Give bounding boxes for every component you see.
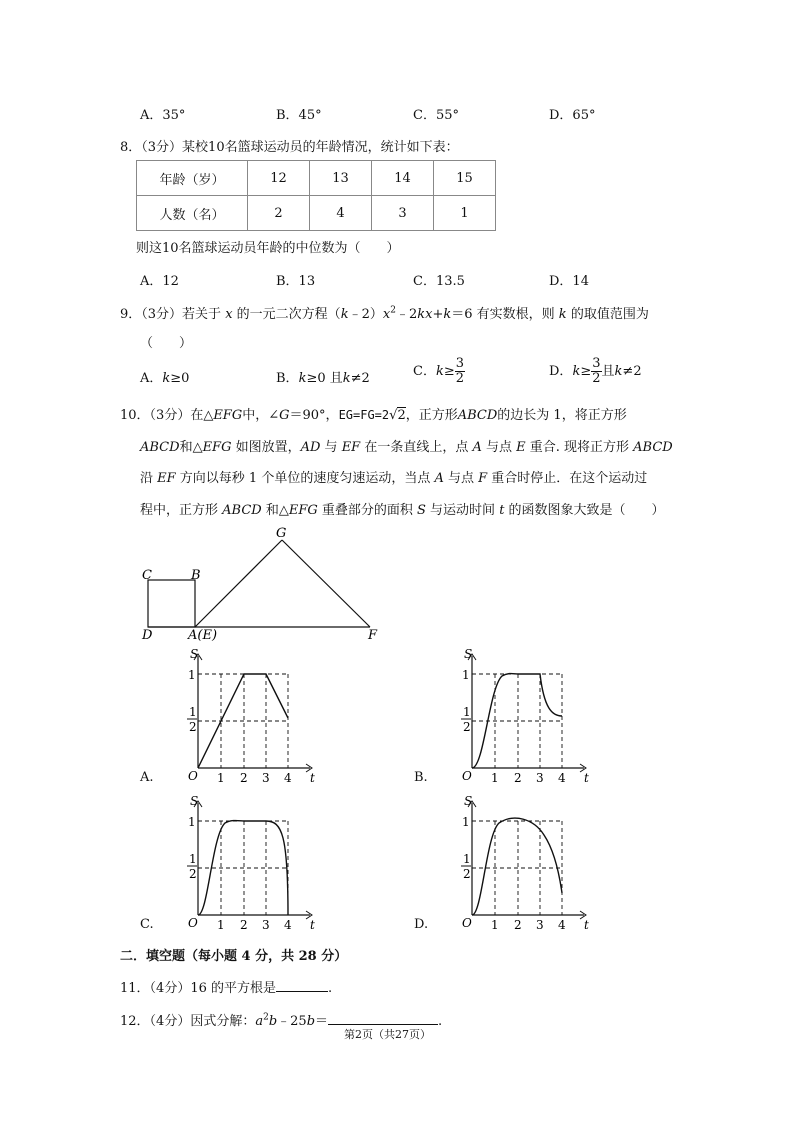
s-tick-half-den: 2 xyxy=(463,867,471,881)
s-tick-half-num: 1 xyxy=(463,705,471,719)
q8-stem: 8．（3分）某校10名篮球运动员的年龄情况，统计如下表： xyxy=(120,140,459,155)
q8-option-a: A．12 xyxy=(140,274,179,289)
table-cell: 4 xyxy=(310,196,372,231)
square-abcd xyxy=(148,580,195,627)
t-tick-4: 4 xyxy=(284,771,292,785)
t-tick-4: 4 xyxy=(284,918,292,932)
t-tick-1: 1 xyxy=(217,771,225,785)
q10-line1: 10．（3分）在△EFG中，∠G＝90°，EG=FG=2√2，正方形ABCD的边长为 1，将正方形 xyxy=(120,408,627,423)
s-axis-label: S xyxy=(464,648,473,661)
t-tick-2: 2 xyxy=(240,771,248,785)
t-tick-3: 3 xyxy=(262,918,270,932)
graph-option-label: B. xyxy=(414,770,428,785)
q9-option-b: B．k≥0 且k≠2 xyxy=(276,371,370,386)
q8-option-d: D．14 xyxy=(549,274,589,289)
page-footer: 第2页（共27页） xyxy=(344,1028,431,1041)
q7-option-c: C．55° xyxy=(413,108,459,123)
label-c: C xyxy=(142,568,152,583)
q9-option-c: C．k≥ $\frac{3}{2}$ xyxy=(413,356,465,386)
origin-label: O xyxy=(462,916,472,930)
s-tick-half-den: 2 xyxy=(189,720,197,734)
q10-line4: 程中，正方形 ABCD 和△EFG 重叠部分的面积 S 与运动时间 t 的函数图象大致是（ ） xyxy=(140,503,665,518)
t-tick-3: 3 xyxy=(536,771,544,785)
t-tick-1: 1 xyxy=(491,771,499,785)
function-graph xyxy=(160,795,320,935)
section-2-title: 二．填空题（每小题 4 分，共 28 分） xyxy=(120,949,348,964)
graph-curve xyxy=(472,818,562,915)
table-row xyxy=(137,196,496,231)
q7-option-a: A．35° xyxy=(140,108,186,123)
s-axis-label: S xyxy=(190,795,199,808)
q10-line3: 沿 EF 方向以每秒 1 个单位的速度匀速运动，当点 A 与点 F 重合时停止．在这个运动过 xyxy=(140,471,648,486)
t-tick-2: 2 xyxy=(514,918,522,932)
t-tick-1: 1 xyxy=(217,918,225,932)
s-tick-half-den: 2 xyxy=(189,867,197,881)
table-row xyxy=(137,161,496,196)
line-eg xyxy=(195,540,282,627)
label-f: F xyxy=(368,628,378,643)
q9-option-a: A．k≥0 xyxy=(140,371,190,386)
s-tick-half-num: 1 xyxy=(463,852,471,866)
q9-paren: （ ） xyxy=(140,336,193,351)
q8-followup: 则这10名篮球运动员年龄的中位数为（ ） xyxy=(136,241,400,256)
graph-option-label: C. xyxy=(140,917,154,932)
t-tick-4: 4 xyxy=(558,771,566,785)
table-cell: 14 xyxy=(372,161,434,196)
table-cell: 3 xyxy=(372,196,434,231)
origin-label: O xyxy=(462,769,472,783)
s-tick-1: 1 xyxy=(462,668,470,682)
s-tick-1: 1 xyxy=(462,815,470,829)
square-triangle-figure xyxy=(130,522,400,646)
age-table xyxy=(136,160,496,231)
function-graph xyxy=(434,648,594,788)
s-tick-half-num: 1 xyxy=(189,852,197,866)
label-g: G xyxy=(276,526,287,541)
t-tick-1: 1 xyxy=(491,918,499,932)
table-cell: 15 xyxy=(434,161,496,196)
t-axis-label: t xyxy=(584,918,589,932)
table-cell: 2 xyxy=(248,196,310,231)
q11: 11．（4分）16 的平方根是 . xyxy=(120,981,333,996)
t-tick-3: 3 xyxy=(536,918,544,932)
q7-option-b: B．45° xyxy=(276,108,322,123)
t-tick-2: 2 xyxy=(514,771,522,785)
table-cell: 人数（名） xyxy=(137,196,248,231)
s-tick-half-num: 1 xyxy=(189,705,197,719)
t-tick-3: 3 xyxy=(262,771,270,785)
t-axis-label: t xyxy=(584,771,589,785)
t-axis-label: t xyxy=(310,771,315,785)
s-tick-half-den: 2 xyxy=(463,720,471,734)
q9-option-d: D．k≥ $\frac{3}{2}$ 且k≠2 xyxy=(549,356,642,386)
graph-option-label: D. xyxy=(414,917,429,932)
q9-stem: 9．（3分）若关于 x 的一元二次方程$(k﹣2)x^2﹣2kx+k=6$ 有实数根，则 k 的取值范围为 xyxy=(120,305,649,322)
origin-label: O xyxy=(188,916,198,930)
function-graph xyxy=(160,648,320,788)
q12: 12．（4分）因式分解：$a^2b﹣25b=$ . xyxy=(120,1012,443,1029)
q8-option-b: B．13 xyxy=(276,274,316,289)
label-ae: A(E) xyxy=(188,628,218,643)
graph-option-label: A. xyxy=(140,770,154,785)
t-tick-4: 4 xyxy=(558,918,566,932)
table-cell: 12 xyxy=(248,161,310,196)
table-cell: 13 xyxy=(310,161,372,196)
line-gf xyxy=(282,540,370,627)
s-axis-label: S xyxy=(464,795,473,808)
s-axis-label: S xyxy=(190,648,199,661)
t-axis-label: t xyxy=(310,918,315,932)
t-tick-2: 2 xyxy=(240,918,248,932)
q10-line2: ABCD和△EFG 如图放置，AD 与 EF 在一条直线上，点 A 与点 E 重合. 现将正方形 ABCD xyxy=(140,440,673,455)
origin-label: O xyxy=(188,769,198,783)
table-cell: 年龄（岁） xyxy=(137,161,248,196)
s-tick-1: 1 xyxy=(188,815,196,829)
q7-option-d: D．65° xyxy=(549,108,596,123)
table-cell: 1 xyxy=(434,196,496,231)
s-tick-1: 1 xyxy=(188,668,196,682)
label-b: B xyxy=(191,568,201,583)
label-d: D xyxy=(142,628,153,643)
q8-option-c: C．13.5 xyxy=(413,274,465,289)
function-graph xyxy=(434,795,594,935)
